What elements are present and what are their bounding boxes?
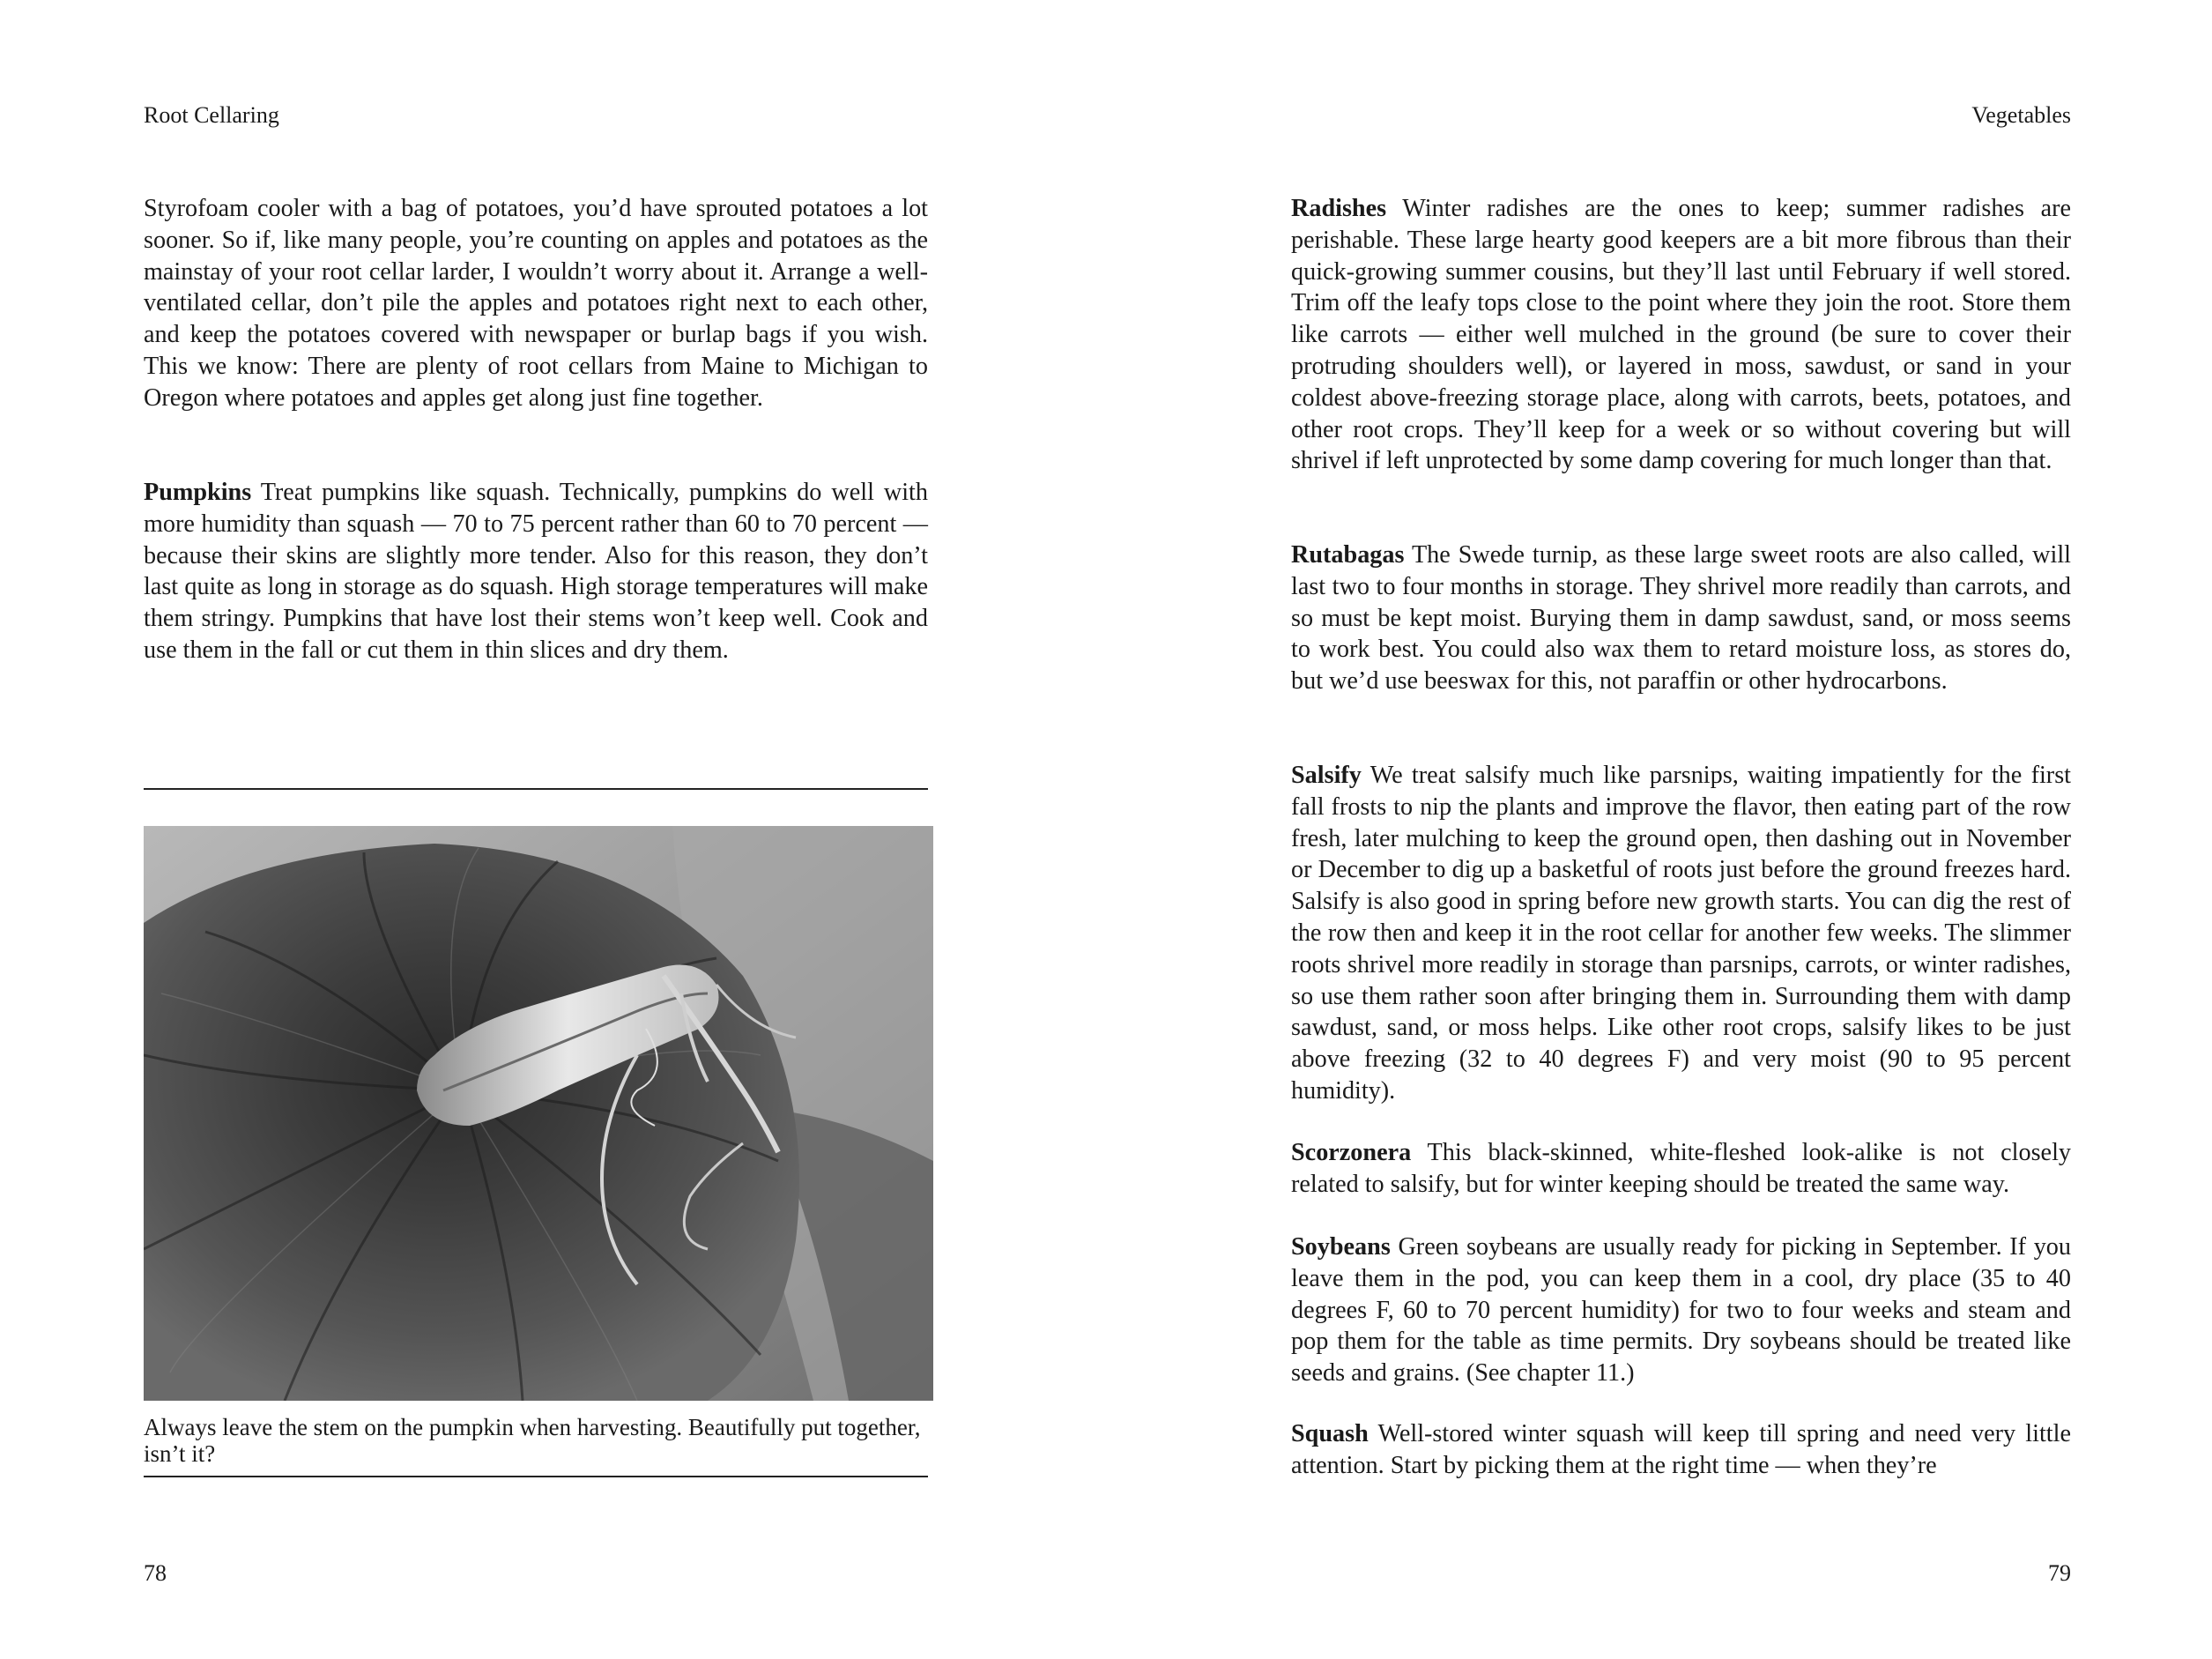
left-running-head: Root Cellaring xyxy=(144,102,279,128)
soybeans-body: Green soybeans are usually ready for picking in September. If you leave them in the pod, you can keep them in a cool, dry place (35 to 40 degrees F, 60 to 70 percent humidity) for two to four weeks and steam and pop them for the table as time permits. Dry soybeans should be treated like seeds and grains. (See chapter 11.) xyxy=(1291,1233,2071,1387)
figure-top-rule xyxy=(144,788,928,790)
pumpkins-body: Treat pumpkins like squash. Technically, pumpkins do well with more humidity than squash — 70 to 75 percent rather than 60 to 70 percent — because their skins are slightly more tender. Also for this reason, they don’t last quite as long in storage as do squash. High storage temperatures will make them stringy. Pumpkins that have lost their stems won’t keep well. Cook and use them in the fall or cut them in thin slices and dry them. xyxy=(144,479,928,664)
scorzonera-body: This black-skinned, white-fleshed look-alike is not closely related to salsify, but for winter keeping should be treated the same way. xyxy=(1291,1139,2071,1198)
scorzonera-entry xyxy=(1291,1137,2071,1201)
radishes-entry xyxy=(1291,193,2071,477)
salsify-heading: Salsify xyxy=(1291,762,1362,789)
soybeans-heading: Soybeans xyxy=(1291,1233,1391,1261)
radishes-heading: Radishes xyxy=(1291,195,1387,222)
squash-heading: Squash xyxy=(1291,1420,1369,1447)
figure-bottom-rule xyxy=(144,1476,928,1477)
rutabagas-body: The Swede turnip, as these large sweet roots are also called, will last two to four months in storage. They shrivel more readily than carrots, and so must be kept moist. Burying them in damp sawdust, sand, or moss seems to work best. You could also wax them to retard moisture loss, as stores do, but we’d use beeswax for this, not paraffin or other hydrocarbons. xyxy=(1291,541,2071,696)
squash-body: Well-stored winter squash will keep till spring and need very little attention. Start by picking them at the right time — when they’re xyxy=(1291,1420,2071,1479)
pumpkins-heading: Pumpkins xyxy=(144,479,252,506)
squash-entry xyxy=(1291,1418,2071,1482)
figure-caption: Always leave the stem on the pumpkin when harvesting. Beautifully put together, isn’t it? xyxy=(144,1414,921,1467)
left-page-number: 78 xyxy=(144,1560,167,1586)
soybeans-entry xyxy=(1291,1231,2071,1389)
pumpkins-entry xyxy=(144,477,928,666)
scorzonera-heading: Scorzonera xyxy=(1291,1139,1412,1166)
radishes-body: Winter radishes are the ones to keep; summer radishes are perishable. These large hearty good keepers are a bit more fibrous than their quick-growing summer cousins, but they’ll last until February if well stored. Trim off the leafy tops close to the point where they join the root. Store them like carrots — either well mulched in the ground (be sure to cover their protruding shoulders well), or layered in moss, sawdust, or sand in your coldest above-freezing storage place, along with carrots, beets, potatoes, and other root crops. They’ll keep for a week or so without covering but will shrivel if left unprotected by some damp covering for much longer than that. xyxy=(1291,195,2072,475)
salsify-entry xyxy=(1291,760,2071,1107)
pumpkin-stem-photo xyxy=(144,826,933,1401)
rutabagas-entry xyxy=(1291,539,2071,697)
right-running-head: Vegetables xyxy=(1971,102,2071,128)
right-page-number: 79 xyxy=(2048,1560,2071,1586)
continued-paragraph: Styrofoam cooler with a bag of potatoes, you’d have sprouted potatoes a lot sooner. So if, like many people, you’re counting on apples and potatoes as the mainstay of your root cellar larder, I wouldn’t worry about it. Arrange a well-ventilated cellar, don’t pile the apples and potatoes right next to each other, and keep the potatoes covered with newspaper or burlap bags if you wish. This we know: There are plenty of root cellars from Maine to Michigan to Oregon where potatoes and apples get along just fine together. xyxy=(144,195,928,412)
rutabagas-heading: Rutabagas xyxy=(1291,541,1405,569)
salsify-body: We treat salsify much like parsnips, waiting impatiently for the first fall frosts to nip the plants and improve the flavor, then eating part of the row fresh, later mulching to keep the ground open, then dashing out in November or December to dig up a basketful of roots just before the ground freezes hard. Salsify is also good in spring before new growth starts. You can dig the rest of the row then and keep it in the root cellar for another few weeks. The slimmer roots shrivel more readily in storage than parsnips, carrots, or winter radishes, so use them rather soon after bringing them in. Surrounding them with damp sawdust, sand, or moss helps. Like other root crops, salsify likes to be just above freezing (32 to 40 degrees F) and very moist (90 to 95 percent humidity). xyxy=(1291,762,2071,1105)
